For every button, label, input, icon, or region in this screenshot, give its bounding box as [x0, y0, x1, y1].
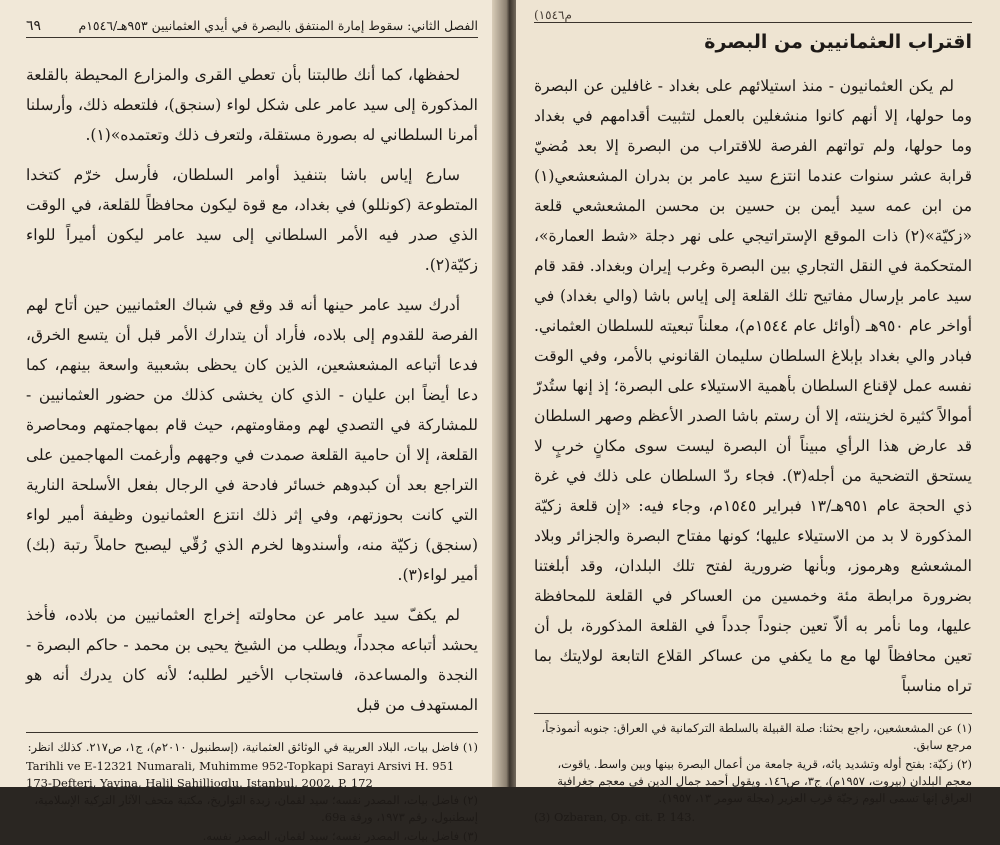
paragraph: لم يكن العثمانيون - منذ استيلائهم على بغداد - غافلين عن البصرة وما حولها، إلا أنهم كانوا منشغلين بالعمل لتثبيت أقدامهم في بغداد وما حولها، ولم تواتهم الفرصة للاقتراب من البصرة إلا بعد مُضيّ قرابة عشر سنوات عندما انتزع سيد عامر بن بدران المشعشعي(١) من ابن عمه سيد أيمن بن حسين بن محسن المشعشعي قلعة «زكيّة»(٢) ذات الموقع الإستراتيجي على نهر دجلة «شط العمارة»، المتحكمة في النقل التجاري بين البصرة وغرب إيران وبغداد. فقد قام سيد عامر بإرسال مفاتيح تلك القلعة إلى إياس باشا (والي بغداد) في أواخر عام ٩٥٠هـ (أوائل عام ١٥٤٤م)، معلناً تبعيته للسلطان العثماني. فبادر والي بغداد بإبلاغ السلطان سليمان القانوني بالأمر، وفي الوقت نفسه عمل لإقناع السلطان بأهمية الاستيلاء على البصرة؛ إذ إنها ستُدرّ أموالاً كثيرة لخزينته، إلا أن رستم باشا الصدر الأعظم وصهر السلطان قد عارض هذا الرأي مبيناً أن البصرة ليست سوى مكانٍ خربٍ لا يستحق التضحية من أجله(٣). فجاء ردّ السلطان على ذلك في غرة ذي الحجة عام ٩٥١هـ/١٣ فبراير ١٥٤٥م، وجاء فيه: «إن قلعة زكيّة المذكورة لا بد من الاستيلاء عليها؛ كونها مفتاح البصرة والجزائر وبلاد المشعشع وهرموز، وبأنها ضرورية لفتح تلك البلدان، وقد أبلغتنا بضرورة مرابطة مئة وخمسين من العساكر في القلعة للمحافظة عليها، وما نأمر به ألاّ تعين جنوداً جدداً في القلعة المذكورة، بل أن تعين محافظاً لها مع ما يكفي من عساكر القلاع التابعة لولايتك بما تراه مناسباً: [534, 77, 973, 695]
chapter-running-title: الفصل الثاني: سقوط إمارة المنتفق بالبصرة في أيدي العثمانيين ٩٥٣هـ/١٥٤٦م: [78, 18, 478, 33]
footnote-1-reference-cont: 173-Defteri, Yayina, Halil Sahillioglu. Istanbul, 2002. P. 172: [26, 776, 373, 790]
footnote-1: (١) عن المشعشعين، راجع بحثنا: صلة القبيلة بالسلطة التركمانية في العراق: جنوبه أنموذجاً، مرجع سابق.: [541, 721, 972, 752]
paragraph: سارع إياس باشا بتنفيذ أوامر السلطان، فأرسل خرّم كتخدا المتطوعة (كونللو) في بغداد، مع قوة ليكون محافظاً للقلعة، في الوقت الذي صدر فيه الأمر السلطاني إلى سيد عامر ليكون أميراً للواء زكيّة(٢).: [26, 166, 478, 274]
section-heading: اقتراب العثمانيين من البصرة: [704, 31, 972, 53]
left-page: [0, 0, 500, 843]
right-page: [516, 0, 1000, 824]
footnote-1: (١) فاضل بيات، البلاد العربية في الوثائق العثمانية، (إسطنبول ٢٠١٠م)، ج١، ص٢١٧. كذلك انظر:: [27, 740, 478, 754]
left-footnotes: [26, 732, 478, 845]
footnote-2: (٢) زكيّة: بفتح أوله وتشديد يائه، قرية جامعة من أعمال البصرة بينها وبين واسط. ياقوت، معجم البلدان (بيروت، ١٩٥٧م)، ج٣، ص١٤٦. ويقول أحمد جمال الدين في معجم جغرافية العراق إنها تسمى اليوم زجيّة قرب العزير (مجلة سومر ١٣، ١٩٥٧).: [557, 757, 972, 805]
page-number: ٦٩: [26, 18, 42, 34]
footnote-1-reference: Tarihli ve E-12321 Numarali, Muhimme 952-Topkapi Sarayi Arsivi H. 951: [26, 759, 455, 773]
paragraph: أدرك سيد عامر حينها أنه قد وقع في شباك العثمانيين حين أتاح لهم الفرصة للقدوم إلى بلاده، فأراد أن يتدارك الأمر قبل أن يتسع الخرق، فدعا أتباعه المشعشعين، الذين كان يحظى بشعبية واسعة بينهم، كما دعا أيضاً ابن عليان - الذي كان يخشى كذلك من حضور العثمانيين - للمشاركة في التصدي لهم ومقاومتهم، حيث قام بمهاجمتهم ومحاصرة القلعة، إلا أن حامية القلعة صمدت في وجههم وأرغمت المهاجمين على التراجع بعد أن كبدوهم خسائر فادحة في الرجال بفعل الأسلحة النارية التي كانت بحوزتهم، وفي إثر ذلك انتزع العثمانيون وظيفة أمير لواء (سنجق) زكيّة منه، وأسندوها لخرم الذي رُقّي ليصبح حاملاً رتبة (بك) أمير لواء(٣).: [26, 296, 478, 584]
footnote-3: (3) Ozbaran, Op. cit. P. 143.: [534, 810, 696, 824]
paragraph: لحفظها، كما أنك طالبتنا بأن تعطي القرى والمزارع المحيطة بالقلعة المذكورة إلى سيد عامر على شكل لواء (سنجق)، فلتعطه ذلك، وأرسلنا أمرنا السلطاني له بصورة مستقلة، ولتعرف ذلك وتعتمده»(١).: [26, 66, 478, 144]
footnote-2: (٢) فاضل بيات، المصدر نفسه؛ سيد لقمان، زبدة التواريخ، مكتبة متحف الآثار التركية الإسلامية، إسطنبول، رقم ١٩٧٣، ورقة 69a.: [34, 793, 478, 824]
right-body-text: [534, 71, 972, 701]
left-body-text: [26, 60, 478, 720]
running-head-title: [78, 18, 478, 34]
footnote-3: (٣) فاضل بيات، المصدر نفسه؛ سيد لقمان، المصدر نفسه.: [202, 829, 478, 843]
running-head: [26, 18, 478, 38]
paragraph: لم يكفّ سيد عامر عن محاولته إخراج العثمانيين من بلاده، فأخذ يحشد أتباعه مجدداً، ويطلب من الشيخ يحيى بن محمد - حاكم البصرة - النجدة والمساعدة، فاستجاب الأخير لطلبه؛ لأنه كان يدرك أنه هو المستهدف من قبل: [26, 606, 478, 714]
right-footnotes: [534, 713, 972, 826]
running-head-fragment: (م١٥٤٦: [534, 8, 972, 23]
